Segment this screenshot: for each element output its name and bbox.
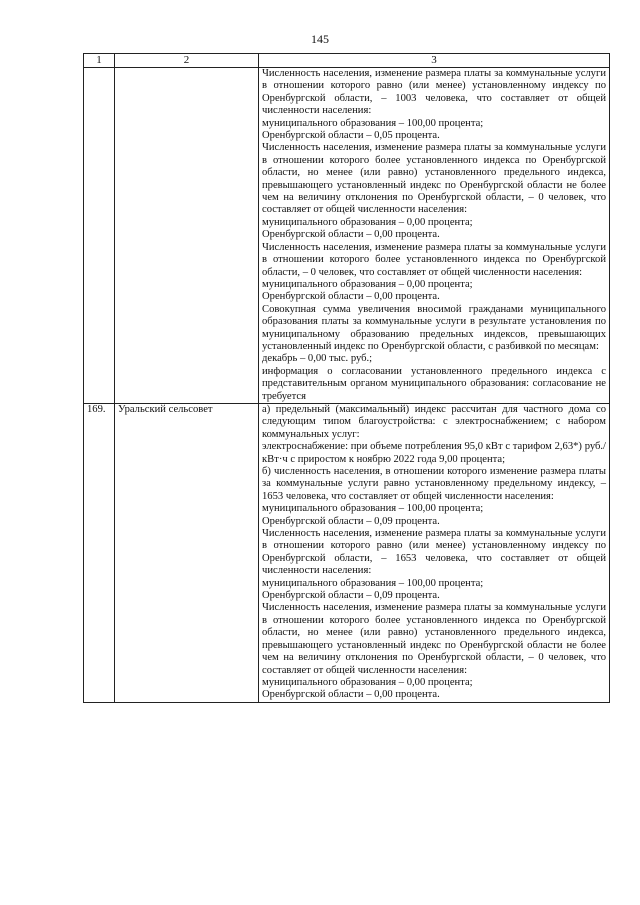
content-line: Численность населения, изменение размера платы за коммунальные услуги в отношении которого равно (или менее) установленному индексу по Оренбургской области, – 1003 человека, что составляет от общей численности населения: [262,68,606,117]
content-line: Оренбургской области – 0,00 процента. [262,689,440,701]
row-content-cell [259,68,610,404]
content-line: Оренбургской области – 0,09 процента. [262,590,440,602]
content-line: б) численность населения, в отношении которого изменение размера платы за коммунальные услуги равно установленному предельному индексу, – 1653 человека, что составляет от общей численности населения: [262,466,606,502]
table-header-row [84,54,610,68]
content-line: муниципального образования – 0,00 процента; [262,216,473,228]
content-line: Численность населения, изменение размера платы за коммунальные услуги в отношении которого более установленного индекса по Оренбургской области, но менее (или равно) установленного предельного индекса, превышающего установленный индекс по Оренбургской области не более чем на величину отклонения по Оренбургской области, – 0 человек, что составляет от общей численности населения: [262,602,606,676]
page-number: 145 [311,32,329,46]
content-line: а) предельный (максимальный) индекс рассчитан для частного дома со следующим типом благоустройства: с электроснабжением; с набором коммунальных услуг: [262,403,606,440]
content-line: Численность населения, изменение размера платы за коммунальные услуги в отношении которого более установленного индекса по Оренбургской области, – 0 человек, что составляет от общей численности населения: [262,241,606,278]
content-line: Оренбургской области – 0,00 процента. [262,229,440,241]
header-cell-1: 1 [84,54,115,68]
content-line: информация о согласовании установленного предельного индекса с представительным органом муниципального образования: согласование не требуется [262,365,606,402]
content-line: муниципального образования – 0,00 процента; [262,278,473,290]
row-number-cell [84,68,115,404]
content-line: муниципального образования – 100,00 процента; [262,577,484,589]
content-line: Оренбургской области – 0,00 процента. [262,291,440,303]
table-row [84,68,610,404]
row-number-cell: 169. [84,403,115,702]
content-line: муниципального образования – 100,00 процента; [262,117,484,129]
content-line: муниципального образования – 0,00 процента; [262,676,473,688]
table-row [84,403,610,702]
content-line: Численность населения, изменение размера платы за коммунальные услуги в отношении которого более установленного индекса по Оренбургской области, но менее (или равно) установленного предельного индекса, превышающего установленный индекс по Оренбургской области не более чем на величину отклонения по Оренбургской области, – 0 человек, что составляет от общей численности населения: [262,142,606,216]
content-line: Оренбургской области – 0,09 процента. [262,515,440,527]
content-line: Оренбургской области – 0,05 процента. [262,130,440,142]
header-cell-3: 3 [259,54,610,68]
content-line: декабрь – 0,00 тыс. руб.; [262,353,373,365]
data-table [83,53,610,703]
header-cell-2: 2 [115,54,259,68]
content-line: Численность населения, изменение размера платы за коммунальные услуги в отношении которого равно (или менее) установленному индексу по Оренбургской области, – 1653 человека, что составляет от общей численности населения: [262,528,606,577]
content-line: муниципального образования – 100,00 процента; [262,503,484,515]
row-name-cell [115,68,259,404]
content-line: Совокупная сумма увеличения вносимой гражданами муниципального образования платы за коммунальные услуги в результате установления по муниципальному образованию предельных индексов, превышающих установленный индекс по Оренбургской области, с разбивкой по месяцам: [262,303,606,352]
row-content-cell [259,403,610,702]
row-name-cell: Уральский сельсовет [115,403,259,702]
content-line: электроснабжение: при объеме потребления 95,0 кВт с тарифом 2,63*) руб./кВт·ч с приростом к ноябрю 2022 года 9,00 процента; [262,441,606,465]
